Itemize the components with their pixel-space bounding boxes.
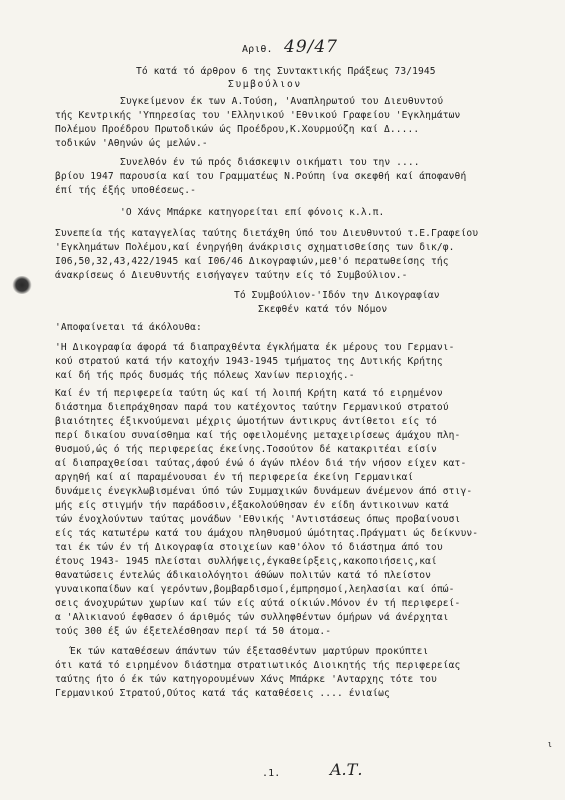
body-line: δυνάμεις ένεγκλωβισμέναι ύπό τών Συμμαχικών δυνάμεων άνέμενον άπό στιγ- (55, 486, 473, 497)
body-line: α 'Αλικιανού έφθασεν ό άριθμός τών συλληφθέντων όμήρων νά άνέρχηται (55, 612, 449, 623)
body-line: θανατώσεις έντελώς άδικαιολόγητοι άθώων πολιτών κατά τό πλείστον (55, 570, 432, 581)
body-line: περί δικαίου συναίσθημα καί τής οφειλομένης μεταχειρίσεως άμάχου πλη- (55, 430, 461, 441)
article-line: Τό κατά τό άρθρον 6 της Συντακτικής Πράξεως 73/1945 (136, 66, 436, 77)
body-line: ται έκ τών έν τή Δικογραφία στοιχείων καθ'όλον τό διάστημα άπό του (55, 542, 443, 553)
body-line: είς τάς κατωτέρω κατά του άμάχου πληθυσμού ώμότητας.Πράγματι ώς δείκνυν- (55, 528, 479, 539)
body-line: Έκ τών καταθέσεων άπάντων τών έξετασθέντων μαρτύρων προκύπτει (70, 646, 429, 657)
body-line: ταύτης ήτο ό έκ τών κατηγορουμένων Χάνς Μπάρκε 'Ανταρχης τότε του (55, 674, 437, 685)
body-line: αργηθή καί αί παραμένουσαι έν τή περιφερεία έκείνη Γερμανικαί (55, 472, 414, 483)
composition-line-4: τοδικών 'Αθηνών ώς μελών.- (55, 138, 208, 149)
assembly-line-3: έπί τής έξής υποθέσεως.- (55, 185, 197, 196)
body-line: τούς 300 έξ ών έξετελέσθησαν περί τά 50 άτομα.- (55, 626, 332, 637)
body-line: ότι κατά τό ειρημένον διάστημα στρατιωτικός Διοικητής τής περιφερείας (55, 660, 461, 671)
assembly-line-1: Συνελθόν έν τώ πρός διάσκεψιν οικήματι του την .... (120, 157, 420, 168)
signature-initials: Α.Τ. (330, 760, 363, 779)
referral-line-3: Ι06,50,32,43,422/1945 καί Ι06/46 Δικογραφιών,μεθ'ό περατωθείσης τής (55, 256, 449, 267)
considered-line-2: Σκεφθέν κατά τόν Νόμον (258, 304, 388, 315)
body-line: τών ένοχλούντων ταύτας μονάδων 'Εθνικής 'Αντιστάσεως όπως προβαίνουσι (55, 514, 461, 525)
body-line: σεις άνοχυρώτων χωρίων καί τών είς αύτά οίκιών.Μόνον έν τή περιφερεί- (55, 598, 461, 609)
decides-line: 'Αποφαίνεται τά άκόλουθα: (55, 322, 202, 333)
council-title: Συμβούλιον (228, 79, 302, 90)
body-line: καί δή τής πρός δυσμάς τής πόλεως Χανίων περιοχής.- (55, 370, 355, 381)
body-line: αί διαπραχθείσαι ταύτας,άφού ένώ ό άγών πλέον διά τήν νήσον είχεν κατ- (55, 458, 467, 469)
body-line: διάστημα διεπράχθησαν παρά του κατέχοντος ταύτην Γερμανικού στρατού (55, 402, 449, 413)
considered-line-1: Τό Συμβούλιον-'Ιδόν την Δικογραφίαν (234, 290, 440, 301)
body-line: βιαιότητες έξικνούμεναι μέχρις ώμοτήτων άντικρυς άντίθετοι είς τό (55, 416, 437, 427)
body-line: κού στρατού κατά τήν κατοχήν 1943-1945 τμήματος της Δυτικής Κρήτης (55, 356, 443, 367)
referral-line-1: Συνεπεία τής καταγγελίας ταύτης διετάχθη ύπό του Διευθυντού τ.Ε.Γραφείου (55, 228, 479, 239)
ink-smudge (12, 276, 32, 294)
accused-line: 'Ο Χάνς Μπάρκε κατηγορείται επί φόνοις κ.λ.π. (120, 207, 385, 218)
body-line: 'Η Δικογραφία άφορά τά διαπραχθέντα έγκλήματα έκ μέρους του Γερμανι- (55, 342, 455, 353)
composition-line-3: Πολέμου Προέδρου Πρωτοδικών ώς Προέδρου,Κ.Χουρμούζη καί Δ..... (55, 124, 420, 135)
body-line: Καί έν τή περιφερεία ταύτη ώς καί τή λοιπή Κρήτη κατά τό ειρημένον (55, 388, 443, 399)
body-line: θυσμού,ώς ό τής περιφερείας έκείνης.Τοσούτον δέ κατακριτέαι είσίν (55, 444, 437, 455)
margin-mark: ι (547, 740, 553, 750)
page-slash-mark: .1. (262, 768, 281, 779)
body-line: έτους 1943- 1945 πλείσται συλλήψεις,έγκαθείρξεις,κακοποιήσεις,καί (55, 556, 437, 567)
arith-label: Αριθ. (242, 44, 273, 55)
body-line: Γερμανικού Στρατού,Ούτος κατά τάς καταθέσεις .... ένιαίως (55, 688, 390, 699)
composition-line-1: Συγκείμενον έκ των Α.Τούση, 'Αναπληρωτού του Διευθυντού (120, 96, 444, 107)
composition-line-2: τής Κεντρικής 'Υπηρεσίας του 'Ελληνικού 'Εθνικού Γραφείου 'Εγκλημάτων (55, 110, 461, 121)
arith-number: 49/47 (284, 37, 338, 57)
referral-line-2: 'Εγκλημάτων Πολέμου,καί ένηργήθη άνάκρισις σχηματισθείσης των δικ/φ. (55, 242, 455, 253)
referral-line-4: άνακρίσεως ό Διευθυντής εισήγαγεν ταύτην είς τό Συμβούλιον.- (55, 270, 408, 281)
body-line: μής είς στιγμήν τήν παράδοσιν,έξακολούθησαν έν είδη άντικοινων κατά (55, 500, 449, 511)
body-line: γυναικοπαίδων καί γερόντων,βομβαρδισμοί,έμπρησμοί,λεηλασίαι καί όπώ- (55, 584, 455, 595)
assembly-line-2: βρίου 1947 παρουσία καί του Γραμματέως Ν.Ρούπη ίνα σκεφθή καί άποφανθή (55, 171, 467, 182)
